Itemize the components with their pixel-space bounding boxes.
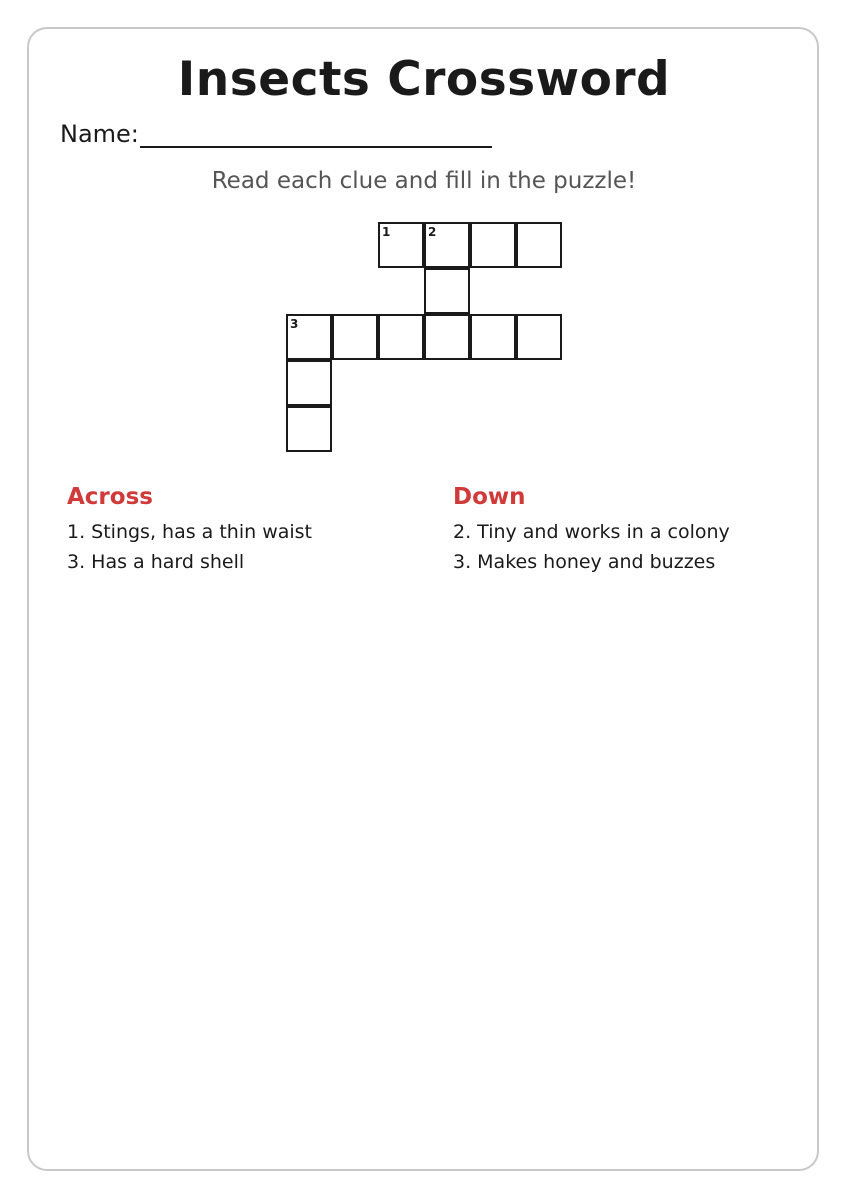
down-heading: Down [453, 484, 526, 510]
instructions: Read each clue and fill in the puzzle! [211, 168, 637, 194]
crossword-cell[interactable] [516, 222, 562, 268]
crossword-cell[interactable] [470, 314, 516, 360]
down-clue-list [453, 517, 730, 577]
name-label: Name: [60, 120, 139, 148]
across-clue: 1. Stings, has a thin waist [67, 521, 313, 543]
cell-number: 1 [382, 225, 391, 239]
cell-number: 3 [290, 317, 299, 331]
down-clue: 2. Tiny and works in a colony [453, 521, 730, 543]
cell-number: 2 [428, 225, 437, 239]
crossword-cell[interactable] [332, 314, 378, 360]
crossword-cell[interactable] [424, 314, 470, 360]
across-clue-list [67, 517, 312, 577]
name-blank-line[interactable] [140, 146, 492, 148]
crossword-cell[interactable] [286, 406, 332, 452]
page-title: Insects Crossword [177, 52, 671, 107]
across-clue: 3. Has a hard shell [67, 551, 245, 573]
crossword-cell[interactable] [286, 360, 332, 406]
crossword-cell[interactable] [516, 314, 562, 360]
crossword-cell[interactable] [424, 222, 470, 268]
crossword-cell[interactable] [286, 314, 332, 360]
worksheet-border [27, 27, 819, 1171]
across-heading: Across [67, 484, 153, 510]
crossword-cell[interactable] [378, 314, 424, 360]
crossword-cell[interactable] [424, 268, 470, 314]
down-clue: 3. Makes honey and buzzes [453, 551, 716, 573]
crossword-cell[interactable] [378, 222, 424, 268]
crossword-cell[interactable] [470, 222, 516, 268]
